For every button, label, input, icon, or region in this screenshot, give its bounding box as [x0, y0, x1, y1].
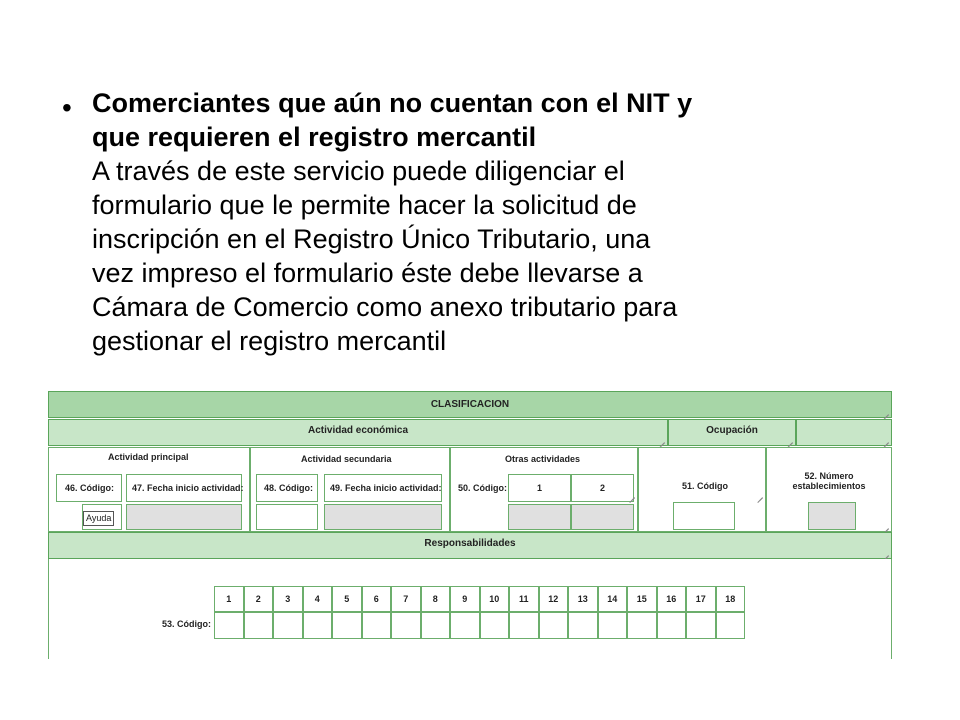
resp-codigo-input-8[interactable]	[421, 612, 451, 639]
bullet-title-line2: que requieren el registro mercantil	[92, 122, 537, 152]
codigo-46-label: 46. Código:	[65, 483, 114, 493]
resp-number-16: 16	[657, 586, 687, 612]
resp-number-5: 5	[332, 586, 362, 612]
resize-grip-icon	[786, 436, 794, 444]
responsabilidades-header	[48, 532, 892, 559]
resp-number-17: 17	[686, 586, 716, 612]
establecimientos-label	[766, 471, 892, 491]
responsabilidades-title: Responsabilidades	[424, 538, 516, 549]
resize-grip-icon	[658, 436, 666, 444]
codigo-50-label: 50. Código:	[458, 483, 507, 493]
resp-number-7: 7	[391, 586, 421, 612]
otras-codigo-2-input[interactable]	[571, 504, 634, 530]
resize-grip-icon	[882, 408, 890, 416]
resp-codigo-input-5[interactable]	[332, 612, 362, 639]
fecha-47-input[interactable]	[126, 504, 242, 530]
actividad-secundaria-label: Actividad secundaria	[301, 454, 392, 464]
resp-number-9: 9	[450, 586, 480, 612]
resp-codigo-input-12[interactable]	[539, 612, 569, 639]
resize-grip-icon	[628, 491, 636, 499]
establecimientos-label-line2: establecimientos	[792, 481, 866, 491]
resp-codigo-input-9[interactable]	[450, 612, 480, 639]
resp-codigo-input-13[interactable]	[568, 612, 598, 639]
resp-number-2: 2	[244, 586, 274, 612]
bullet-desc-line2: formulario que le permite hacer la solicitud de	[92, 190, 637, 220]
ocupacion-title: Ocupación	[706, 425, 758, 436]
resize-grip-icon	[756, 491, 764, 499]
resp-number-10: 10	[480, 586, 510, 612]
actividad-principal-label: Actividad principal	[108, 452, 189, 462]
resp-codigo-input-2[interactable]	[244, 612, 274, 639]
codigo-48-input[interactable]	[256, 504, 318, 530]
resp-codigo-input-16[interactable]	[657, 612, 687, 639]
resp-codigo-input-7[interactable]	[391, 612, 421, 639]
actividad-economica-title: Actividad económica	[307, 425, 409, 436]
resp-codigo-input-17[interactable]	[686, 612, 716, 639]
resp-codigo-input-4[interactable]	[303, 612, 333, 639]
resp-number-14: 14	[598, 586, 628, 612]
resp-number-4: 4	[303, 586, 333, 612]
resp-codigo-input-1[interactable]	[214, 612, 244, 639]
bullet-desc-line1: A través de este servicio puede diligenciar el	[92, 156, 625, 186]
codigo-51-label: 51. Código	[682, 481, 729, 491]
bullet-marker: •	[62, 92, 72, 123]
otras-col-2-header: 2	[571, 474, 634, 502]
resp-number-11: 11	[509, 586, 539, 612]
establecimientos-input[interactable]	[808, 502, 856, 530]
bullet-body	[92, 86, 832, 358]
resize-grip-icon	[882, 436, 890, 444]
resp-codigo-input-10[interactable]	[480, 612, 510, 639]
resp-number-6: 6	[362, 586, 392, 612]
clasificacion-title: CLASIFICACION	[430, 399, 510, 410]
fecha-47-label: 47. Fecha inicio actividad:	[132, 483, 244, 493]
resp-number-13: 13	[568, 586, 598, 612]
fecha-49-label: 49. Fecha inicio actividad:	[330, 483, 442, 493]
resp-number-1: 1	[214, 586, 244, 612]
resp-number-8: 8	[421, 586, 451, 612]
otras-codigo-1-input[interactable]	[508, 504, 571, 530]
resp-number-15: 15	[627, 586, 657, 612]
codigo-53-label: 53. Código:	[162, 619, 211, 629]
resp-number-18: 18	[716, 586, 746, 612]
bullet-desc-line6: gestionar el registro mercantil	[92, 326, 447, 356]
slide-text-block	[62, 86, 832, 358]
otras-col-1-header: 1	[508, 474, 571, 502]
codigo-51-input[interactable]	[673, 502, 735, 530]
resp-codigo-input-6[interactable]	[362, 612, 392, 639]
resp-codigo-input-14[interactable]	[598, 612, 628, 639]
bullet-desc-line3: inscripción en el Registro Único Tributario, una	[92, 224, 651, 254]
resize-grip-icon	[882, 549, 890, 557]
resp-codigo-input-11[interactable]	[509, 612, 539, 639]
resp-codigo-input-18[interactable]	[716, 612, 746, 639]
actividad-economica-header	[48, 419, 668, 446]
blank-header-cell	[796, 419, 892, 446]
resp-number-12: 12	[539, 586, 569, 612]
rut-form-clasificacion	[48, 391, 892, 659]
codigo-48-label: 48. Código:	[264, 483, 313, 493]
bullet-desc-line5: Cámara de Comercio como anexo tributario para	[92, 292, 678, 322]
establecimientos-label-line1: 52. Número	[804, 471, 854, 481]
ayuda-button[interactable]: Ayuda	[83, 511, 114, 526]
ocupacion-header	[668, 419, 796, 446]
resp-number-3: 3	[273, 586, 303, 612]
otras-actividades-label: Otras actividades	[505, 454, 581, 464]
fecha-49-input[interactable]	[324, 504, 442, 530]
clasificacion-header	[48, 391, 892, 418]
resize-grip-icon	[882, 522, 890, 530]
resp-codigo-input-3[interactable]	[273, 612, 303, 639]
bullet-title-line1: Comerciantes que aún no cuentan con el NIT y	[92, 88, 693, 118]
bullet-desc-line4: vez impreso el formulario éste debe llevarse a	[92, 258, 643, 288]
resp-codigo-input-15[interactable]	[627, 612, 657, 639]
